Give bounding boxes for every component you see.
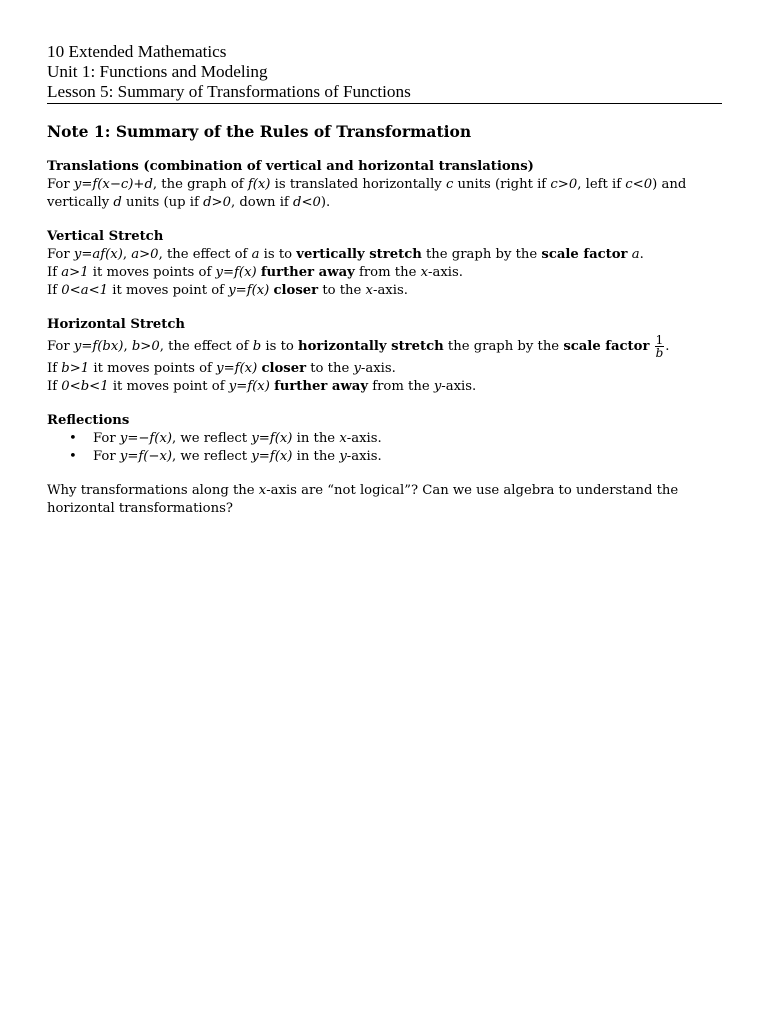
text: -axis.: [372, 283, 408, 298]
text: ).: [320, 195, 331, 210]
text: , the effect of: [159, 339, 253, 354]
course-title: 10 Extended Mathematics: [47, 42, 227, 61]
math-expression: y=f(bx): [73, 339, 124, 354]
math-expression: c<0: [625, 177, 653, 192]
math-variable: d: [113, 195, 122, 210]
unit-title: Unit 1: Functions and Modeling: [47, 62, 268, 81]
math-variable: x: [420, 265, 429, 280]
math-expression: y=f(x): [251, 449, 293, 464]
text: -axis.: [346, 431, 382, 446]
text: For: [47, 247, 74, 262]
text: to the: [306, 361, 354, 376]
text: it moves points of: [88, 265, 216, 280]
bold-text: scale factor: [541, 247, 628, 262]
math-expression: y=−f(x): [119, 431, 173, 446]
math-variable: x: [339, 431, 347, 446]
math-expression: a>0: [131, 247, 159, 262]
bold-text: vertically stretch: [296, 247, 422, 262]
text: -axis are “not logical”? Can we use algebra to understand the horizontal transformations?: [47, 483, 679, 516]
translations-heading: Translations (combination of vertical and horizontal translations): [47, 159, 534, 174]
bullet: •: [69, 449, 77, 464]
fraction-denominator: b: [655, 346, 664, 360]
text: the graph by the: [443, 339, 564, 354]
text: to the: [318, 283, 366, 298]
header-divider: [47, 103, 722, 104]
horizontal-line-2: [47, 360, 722, 378]
math-expression: y=f(−x): [119, 449, 173, 464]
text: -axis.: [360, 361, 396, 376]
note-title: Note 1: Summary of the Rules of Transformation: [47, 122, 472, 141]
text: , we reflect: [172, 431, 252, 446]
math-expression: d>0: [203, 195, 231, 210]
text: , left if: [577, 177, 626, 192]
horizontal-stretch-heading: Horizontal Stretch: [47, 317, 185, 332]
list-item: [47, 430, 722, 448]
translations-line-1: [47, 176, 722, 194]
math-variable: y: [339, 449, 347, 464]
math-variable: y: [433, 379, 442, 394]
text: is to: [259, 247, 297, 262]
text: in the: [292, 449, 340, 464]
text: Why transformations along the: [47, 483, 259, 498]
text: from the: [354, 265, 421, 280]
math-expression: y=af(x): [73, 247, 123, 262]
text: -axis.: [346, 449, 382, 464]
text: For: [93, 449, 120, 464]
math-variable: a: [251, 247, 260, 262]
math-variable: x: [258, 483, 267, 498]
text: , the effect of: [158, 247, 252, 262]
text: ,: [122, 247, 132, 262]
horizontal-line-1: [47, 334, 722, 360]
horizontal-stretch-section: [47, 316, 722, 396]
math-variable: c: [445, 177, 454, 192]
text: ,: [123, 339, 132, 354]
text: -axis.: [441, 379, 477, 394]
vertical-line-3: [47, 282, 722, 300]
bold-text: closer: [261, 361, 307, 376]
text: , the graph of: [152, 177, 248, 192]
math-expression: y=f(x): [215, 265, 257, 280]
horizontal-line-3: [47, 378, 722, 396]
vertical-line-1: [47, 246, 722, 264]
text: -axis.: [428, 265, 463, 280]
math-variable: x: [365, 283, 373, 298]
bold-text: closer: [273, 283, 319, 298]
bold-text: further away: [274, 379, 369, 394]
fraction-one-over-b: [655, 334, 665, 359]
text: from the: [368, 379, 434, 394]
text: If: [47, 283, 62, 298]
math-expression: y=f(x): [228, 283, 270, 298]
text: vertically: [47, 195, 114, 210]
math-expression: f(x): [247, 177, 271, 192]
text: , down if: [230, 195, 293, 210]
text: If: [47, 379, 62, 394]
text: If: [47, 265, 62, 280]
text: it moves point of: [108, 283, 229, 298]
reflections-list: [47, 430, 722, 466]
math-expression: y=f(x−c)+d: [73, 177, 153, 192]
math-expression: y=f(x): [251, 431, 293, 446]
text: If: [47, 361, 62, 376]
text: For: [93, 431, 120, 446]
text: , we reflect: [172, 449, 252, 464]
text: is to: [261, 339, 299, 354]
text: it moves points of: [89, 361, 217, 376]
text: units (up if: [121, 195, 204, 210]
math-variable: b: [252, 339, 262, 354]
list-item: [47, 448, 722, 466]
text: units (right if: [453, 177, 551, 192]
math-expression: b>1: [61, 361, 90, 376]
text: is translated horizontally: [270, 177, 446, 192]
translations-section: [47, 158, 722, 212]
math-expression: y=f(x): [228, 379, 270, 394]
math-variable: y: [353, 361, 361, 376]
reflections-section: [47, 412, 722, 466]
fraction-numerator: 1: [655, 333, 664, 347]
bullet: •: [69, 431, 77, 446]
worksheet-page: [47, 42, 722, 518]
text: in the: [292, 431, 340, 446]
math-expression: b>0: [131, 339, 160, 354]
bold-text: horizontally stretch: [298, 339, 444, 354]
math-expression: a>1: [61, 265, 89, 280]
vertical-stretch-section: [47, 228, 722, 300]
vertical-stretch-heading: Vertical Stretch: [47, 229, 164, 244]
text: For: [47, 339, 74, 354]
reflections-heading: Reflections: [47, 413, 130, 428]
document-header: [47, 42, 722, 104]
text: For: [47, 177, 74, 192]
discussion-question: [47, 482, 687, 518]
bold-text: further away: [260, 265, 355, 280]
math-expression: c>0: [550, 177, 578, 192]
lesson-title: Lesson 5: Summary of Transformations of Functions: [47, 82, 411, 101]
math-expression: d<0: [293, 195, 321, 210]
text: .: [665, 339, 670, 354]
text: ) and: [652, 177, 687, 192]
math-expression: 0<a<1: [61, 283, 109, 298]
math-variable: a: [631, 247, 640, 262]
text: it moves point of: [108, 379, 229, 394]
math-expression: 0<b<1: [61, 379, 109, 394]
text: .: [639, 247, 644, 262]
math-expression: y=f(x): [216, 361, 258, 376]
text: the graph by the: [421, 247, 542, 262]
vertical-line-2: [47, 264, 722, 282]
translations-line-2: [47, 194, 722, 212]
bold-text: scale factor: [563, 339, 650, 354]
